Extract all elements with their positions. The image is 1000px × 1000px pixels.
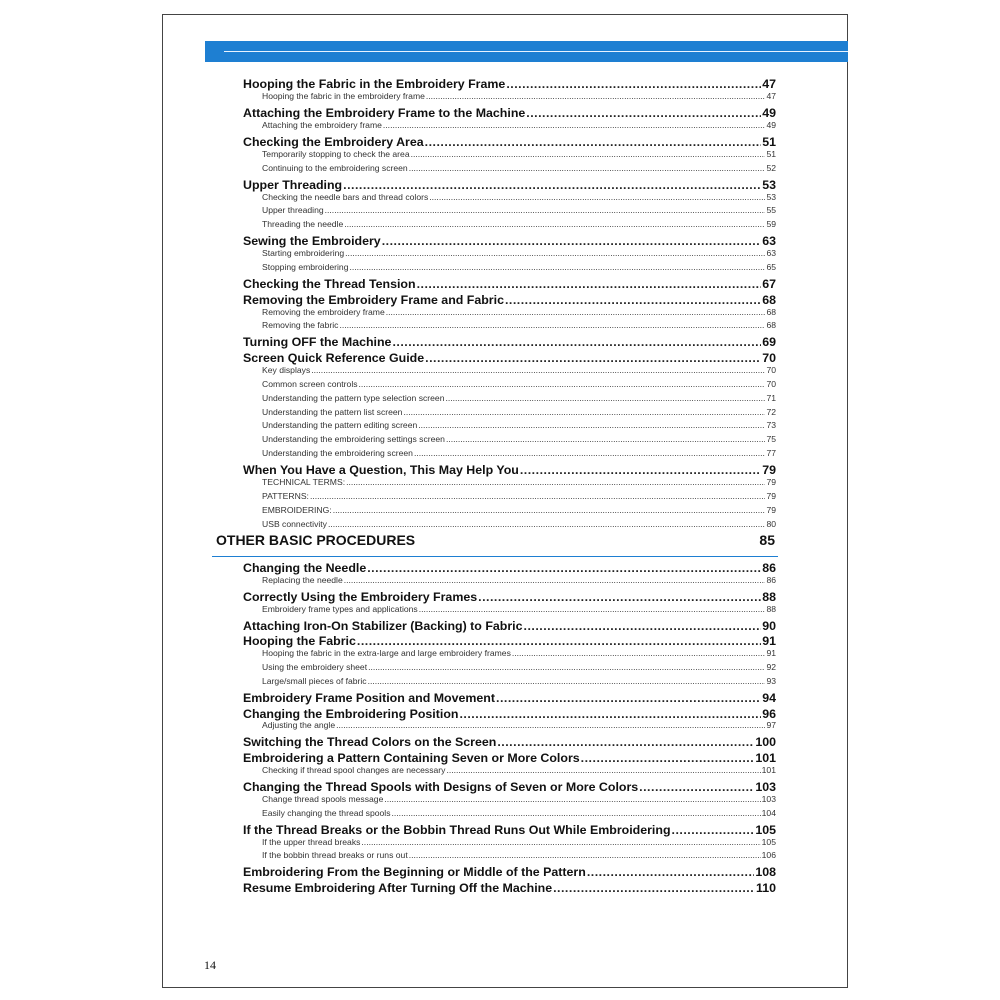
toc-entry-title: Turning OFF the Machine [243,335,392,350]
toc-subentry [262,420,776,430]
dot-leader [446,434,765,444]
toc-entry-page-number: 91 [762,634,776,649]
toc-subentry [262,837,776,847]
toc-subentry [262,149,776,159]
toc-entry [243,293,776,307]
toc-entry [243,735,776,749]
toc-entry [243,335,776,349]
toc-entry-page-number: 96 [762,706,776,721]
toc-entry-title: Using the embroidery sheet [262,662,368,673]
toc-entry-page-number: 92 [766,662,776,673]
toc-entry-page-number: 51 [762,134,776,149]
toc-entry-page-number: 104 [761,807,776,818]
toc-entry-title: Screen Quick Reference Guide [243,350,425,365]
toc-entry-title: TECHNICAL TERMS: [262,477,346,488]
toc-entry-page-number: 65 [766,262,776,273]
toc-subentry [262,648,776,658]
toc-subentry [262,794,776,804]
dot-leader [368,676,766,686]
section-rule [212,556,778,557]
toc-entry-page-number: 49 [762,105,776,120]
dot-leader [426,91,766,101]
dot-leader [339,320,765,330]
dot-leader [417,277,762,291]
toc-entry-page-number: 68 [762,292,776,307]
toc-entry-page-number: 110 [756,880,776,895]
toc-entry [243,751,776,765]
toc-entry-page-number: 101 [761,764,776,775]
toc-entry [243,463,776,477]
toc-entry-title: Large/small pieces of fabric [262,676,367,686]
toc-entry-page-number: 88 [762,589,776,604]
toc-subentry [262,365,776,375]
toc-entry [243,106,776,120]
dot-leader [419,604,766,614]
toc-entry-page-number: 77 [766,448,776,459]
toc-entry-page-number: 73 [766,420,776,431]
toc-entry-page-number: 101 [755,750,776,765]
section-heading [216,532,775,548]
toc-entry-title: Hooping the Fabric in the Embroidery Frame [243,77,506,91]
toc-entry-title: USB connectivity [262,518,327,529]
toc-entry-page-number: 71 [766,392,776,403]
dot-leader [392,335,761,349]
toc-entry-page-number: 72 [766,406,776,417]
toc-subentry [262,720,776,730]
toc-entry-page-number: 94 [762,691,776,705]
toc-entry-title: Removing the embroidery frame [262,306,385,317]
toc-entry-title: Changing the Embroidering Position [243,706,459,721]
toc-subentry [262,307,776,317]
toc-entry-title: Changing the Needle [243,561,367,575]
dot-leader [368,662,765,672]
toc-entry-page-number: 97 [766,720,776,731]
toc-subentry [262,604,776,614]
toc-entry-title: Sewing the Embroidery [243,234,381,249]
toc-subentry [262,120,776,130]
toc-entry-title: Resume Embroidering After Turning Off the Machine [243,880,553,895]
toc-entry-title: Understanding the embroidering screen [262,448,413,459]
toc-entry-title: If the Thread Breaks or the Bobbin Thread Runs Out While Embroidering [243,822,671,837]
toc-entry-page-number: 91 [766,648,776,659]
toc-entry-page-number: 79 [766,491,776,501]
toc-entry-title: Attaching the embroidery frame [262,119,382,130]
toc-entry-page-number: 108 [755,865,776,880]
toc-entry-title: Attaching Iron-On Stabilizer (Backing) to Fabric [243,618,523,633]
dot-leader [392,808,761,818]
header-banner-stripe [224,51,848,52]
toc-entry [243,619,776,633]
toc-entry [243,691,776,705]
toc-entry-title: Embroidering From the Beginning or Middle of the Pattern [243,865,586,880]
toc-entry-title: Understanding the embroidering settings screen [262,434,445,445]
toc-entry-page-number: 100 [755,735,776,750]
toc-entry-title: Starting embroidering [262,248,345,259]
toc-entry-title: Changing the Thread Spools with Designs of Seven or More Colors [243,779,639,794]
dot-leader [425,135,762,149]
toc-entry-title: Removing the Embroidery Frame and Fabric [243,292,504,307]
toc-entry-page-number: 86 [766,574,776,585]
toc-entry-title: Replacing the needle [262,574,343,585]
dot-leader [414,448,765,458]
dot-leader [497,735,754,749]
toc-subentry [262,491,776,501]
toc-entry-page-number: 47 [762,77,776,91]
dot-leader [587,865,755,879]
dot-leader [446,765,760,775]
toc-entry [243,135,776,149]
dot-leader [384,794,760,804]
toc-entry-title: Temporarily stopping to check the area [262,148,410,159]
toc-entry [243,881,776,895]
toc-entry-page-number: 51 [766,148,776,159]
dot-leader [403,407,765,417]
toc-entry-page-number: 63 [762,234,776,249]
toc-subentry [262,505,776,515]
toc-entry-title: When You Have a Question, This May Help You [243,463,519,478]
dot-leader [553,881,755,895]
dot-leader [425,351,761,365]
dot-leader [325,205,766,215]
toc-entry-page-number: 90 [762,618,776,633]
dot-leader [344,219,765,229]
toc-subentry [262,808,776,818]
toc-entry-title: Checking the Embroidery Area [243,134,424,149]
toc-entry [243,865,776,879]
toc-entry-title: Key displays [262,364,311,375]
toc-entry-page-number: 47 [766,90,776,101]
dot-leader [346,477,765,487]
dot-leader [336,720,765,730]
toc-entry-title: Stopping embroidering [262,262,349,273]
toc-subentry [262,393,776,403]
toc-entry [243,780,776,794]
toc-entry-page-number: 79 [766,504,776,515]
toc-entry [243,634,776,648]
toc-entry [243,590,776,604]
toc-entry-page-number: 70 [762,350,776,365]
toc-entry-page-number: 67 [762,277,776,292]
toc-entry-title: Embroidering a Pattern Containing Seven or More Colors [243,750,580,765]
dot-leader [367,561,761,575]
toc-entry-page-number: 105 [761,836,776,847]
toc-entry [243,234,776,248]
section-page-number: 85 [759,532,775,548]
toc-entry-page-number: 53 [766,191,776,202]
toc-subentry [262,519,776,529]
toc-entry-title: Embroidery Frame Position and Movement [243,691,495,705]
toc-subentry [262,192,776,202]
dot-leader [386,307,766,317]
toc-entry-page-number: 103 [755,779,776,794]
toc-entry-page-number: 52 [766,162,776,173]
toc-entry-title: Removing the fabric [262,320,339,331]
dot-leader [581,751,755,765]
dot-leader [311,365,765,375]
toc-entry-page-number: 80 [766,518,776,529]
dot-leader [357,634,761,648]
toc-entry-title: Common screen controls [262,378,358,389]
toc-subentry [262,477,776,487]
toc-entry-page-number: 79 [766,477,776,488]
dot-leader [411,149,766,159]
toc-entry-page-number: 63 [766,248,776,259]
dot-leader [639,780,754,794]
toc-entry-page-number: 103 [761,793,776,804]
toc-entry [243,77,776,91]
toc-entry-title: Upper threading [262,205,324,216]
toc-entry-title: Upper Threading [243,177,343,192]
dot-leader [383,120,766,130]
toc-entry-title: Embroidery frame types and applications [262,603,418,614]
toc-entry-title: Easily changing the thread spools [262,807,391,818]
toc-entry-page-number: 93 [766,676,776,686]
toc-subentry [262,320,776,330]
toc-entry-page-number: 53 [762,177,776,192]
toc-entry-page-number: 70 [766,378,776,389]
dot-leader [349,262,765,272]
dot-leader [382,234,762,248]
toc-entry-title: Hooping the fabric in the extra-large and large embroidery frames [262,648,511,659]
dot-leader [429,192,765,202]
dot-leader [359,379,766,389]
toc-subentry [262,676,776,686]
toc-subentry [262,219,776,229]
toc-subentry [262,163,776,173]
toc-subentry [262,434,776,444]
toc-entry-page-number: 79 [762,463,776,478]
toc-entry-page-number: 68 [766,306,776,317]
toc-subentry [262,205,776,215]
dot-leader [409,850,761,860]
toc-entry-page-number: 55 [766,205,776,216]
toc-entry [243,561,776,575]
dot-leader [478,590,761,604]
toc-subentry [262,662,776,672]
toc-entry-title: Checking the needle bars and thread colors [262,191,429,202]
dot-leader [361,837,760,847]
toc-entry-title: Adjusting the angle [262,720,336,731]
toc-entry [243,823,776,837]
toc-entry [243,707,776,721]
toc-entry-title: Switching the Thread Colors on the Screen [243,735,497,750]
toc-entry-title: Continuing to the embroidering screen [262,162,408,173]
toc-subentry [262,262,776,272]
dot-leader [505,293,761,307]
toc-entry-page-number: 105 [755,822,776,837]
toc-subentry [262,407,776,417]
toc-entry-title: Checking if thread spool changes are necessary [262,764,446,775]
toc-entry-title: Hooping the fabric in the embroidery frame [262,90,425,101]
toc-entry [243,277,776,291]
toc-entry-title: Change thread spools message [262,793,384,804]
dot-leader [459,707,761,721]
dot-leader [328,519,765,529]
toc-entry-page-number: 106 [761,850,776,861]
dot-leader [524,619,762,633]
toc-entry-title: Understanding the pattern editing screen [262,420,418,431]
dot-leader [520,463,761,477]
toc-entry-title: Correctly Using the Embroidery Frames [243,589,478,604]
toc-subentry [262,575,776,585]
dot-leader [333,505,766,515]
toc-entry-page-number: 70 [766,364,776,375]
toc-subentry [262,765,776,775]
toc-entry-title: Understanding the pattern list screen [262,406,403,417]
toc-entry-page-number: 75 [766,434,776,445]
toc-entry-page-number: 86 [762,561,776,575]
toc-entry-page-number: 68 [766,320,776,331]
toc-entry-title: Checking the Thread Tension [243,277,416,292]
section-title: OTHER BASIC PROCEDURES [216,532,416,548]
dot-leader [343,178,761,192]
toc-entry-page-number: 49 [766,119,776,130]
dot-leader [512,648,766,658]
toc-entry-title: PATTERNS: [262,491,309,501]
dot-leader [446,393,766,403]
toc-subentry [262,91,776,101]
toc-entry [243,351,776,365]
dot-leader [409,163,766,173]
toc-entry-title: Threading the needle [262,219,344,230]
dot-leader [526,106,761,120]
toc-subentry [262,248,776,258]
toc-entry-title: Hooping the Fabric [243,634,356,649]
toc-entry-page-number: 59 [766,219,776,230]
toc-entry-title: Understanding the pattern type selection screen [262,392,445,403]
toc-entry-title: If the bobbin thread breaks or runs out [262,850,408,861]
dot-leader [496,691,761,705]
toc-entry-page-number: 69 [762,335,776,350]
toc-entry [243,178,776,192]
dot-leader [418,420,765,430]
dot-leader [345,248,765,258]
toc-subentry [262,448,776,458]
toc-entry-title: If the upper thread breaks [262,836,361,847]
dot-leader [310,491,765,501]
toc-entry-page-number: 88 [766,603,776,614]
dot-leader [672,823,755,837]
toc-entry-title: EMBROIDERING: [262,504,332,515]
toc-subentry [262,379,776,389]
toc-entry-title: Attaching the Embroidery Frame to the Machine [243,105,526,120]
dot-leader [344,575,766,585]
page-number: 14 [204,958,216,972]
toc-subentry [262,850,776,860]
dot-leader [506,77,761,91]
